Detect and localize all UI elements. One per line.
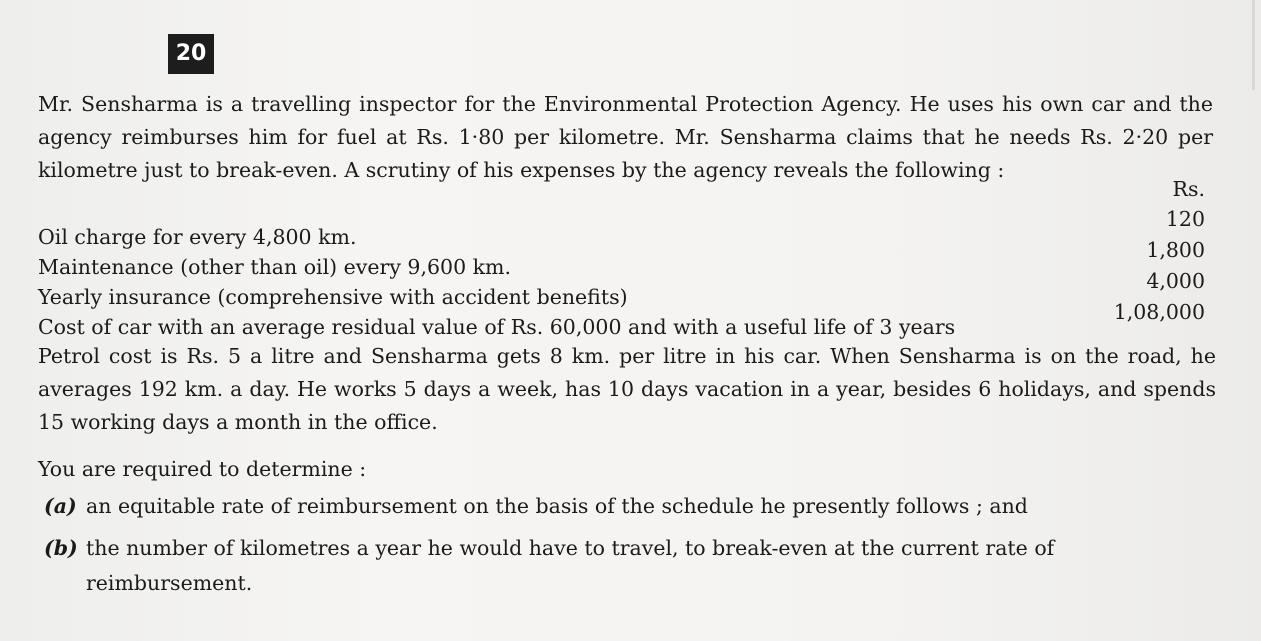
page-edge-shadow bbox=[1252, 0, 1255, 90]
question-label: (b) bbox=[44, 536, 78, 560]
question-label: (a) bbox=[44, 494, 77, 518]
question-a bbox=[44, 489, 1214, 524]
question-text: an equitable rate of reimbursement on the basis of the schedule he presently follows ; and bbox=[86, 494, 1028, 518]
expense-label: Oil charge for every 4,800 km. bbox=[38, 225, 357, 249]
expense-label: Maintenance (other than oil) every 9,600 km. bbox=[38, 255, 512, 279]
currency-header: Rs. bbox=[1172, 177, 1205, 201]
details-paragraph: Petrol cost is Rs. 5 a litre and Sensharma gets 8 km. per litre in his car. When Sensharma is on the road, he averages 192 km. a day. He works 5 days a week, has 10 days vacation in a year, besides 6 holidays, and spends 15 working days a month in the office. bbox=[38, 344, 1216, 434]
question-b bbox=[44, 531, 1216, 601]
expense-amount: 120 bbox=[1165, 207, 1205, 231]
problem-number-badge: 20 bbox=[168, 34, 214, 74]
expense-amount: 4,000 bbox=[1146, 269, 1205, 293]
intro-paragraph: Mr. Sensharma is a travelling inspector for the Environmental Protection Agency. He uses his own car and the agency reimburses him for fuel at Rs. 1·80 per kilometre. Mr. Sensharma claims that he needs Rs. 2·20 per kilometre just to break-even. A scrutiny of his expenses by the agency reveals the following : bbox=[38, 92, 1213, 182]
expense-label: Cost of car with an average residual value of Rs. 60,000 and with a useful life of 3 years bbox=[38, 315, 956, 339]
requirement-text: You are required to determine : bbox=[38, 457, 367, 481]
expense-amount: 1,08,000 bbox=[1113, 300, 1205, 324]
expense-amount: 1,800 bbox=[1146, 238, 1205, 262]
expense-label: Yearly insurance (comprehensive with accident benefits) bbox=[38, 285, 628, 309]
question-text: the number of kilometres a year he would have to travel, to break-even at the current rate of reimbursement. bbox=[86, 536, 1055, 595]
